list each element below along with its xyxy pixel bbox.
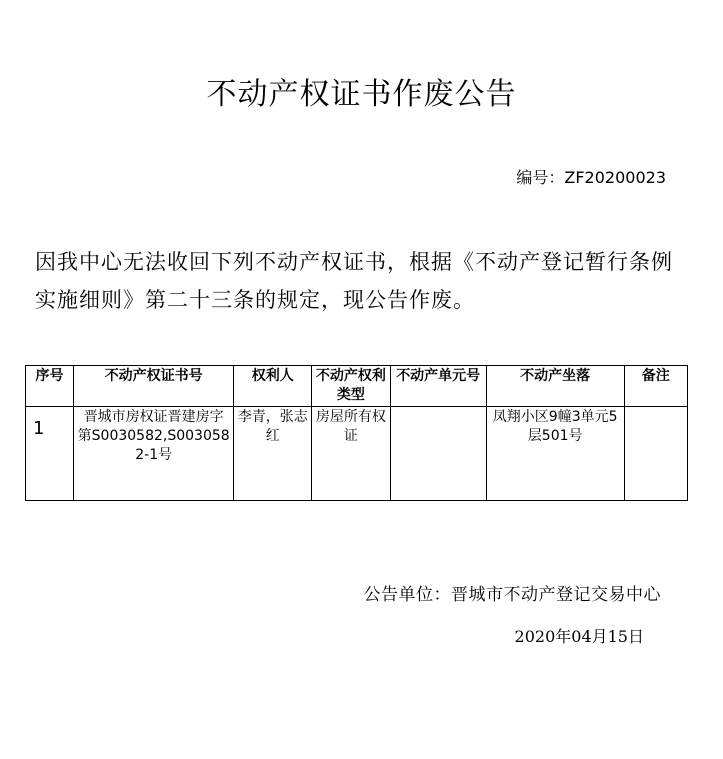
- cell-cert-no: 晋城市房权证晋建房字第S0030582,S0030582-1号: [74, 407, 234, 501]
- certificate-table: [25, 365, 688, 501]
- document-title: 不动产权证书作废公告: [206, 77, 517, 112]
- header-cert-no: 不动产权证书号: [74, 366, 234, 407]
- cell-right-type: 房屋所有权证: [312, 407, 391, 501]
- header-seq: 序号: [26, 366, 74, 407]
- notice-body: 因我中心无法收回下列不动产权证书，根据《不动产登记暂行条例实施细则》第二十三条的规定，现公告作废。: [35, 250, 673, 312]
- header-unit-no: 不动产单元号: [390, 366, 486, 407]
- table-header-row: [26, 366, 688, 407]
- cell-seq: 1: [26, 407, 74, 501]
- cell-unit-no: [390, 407, 486, 501]
- header-holder: 权利人: [234, 366, 312, 407]
- cell-remark: [624, 407, 687, 501]
- issue-date: 2020年04月15日: [514, 627, 644, 646]
- notice-number: 编号：ZF20200023: [516, 168, 666, 187]
- header-location: 不动产坐落: [486, 366, 624, 407]
- cell-holder: 李青，张志红: [234, 407, 312, 501]
- issuer-line: 公告单位：晋城市不动产登记交易中心: [363, 585, 661, 605]
- header-right-type: 不动产权利类型: [312, 366, 391, 407]
- header-remark: 备注: [624, 366, 687, 407]
- cell-location: 凤翔小区9幢3单元5层501号: [486, 407, 624, 501]
- table-row: [26, 407, 688, 501]
